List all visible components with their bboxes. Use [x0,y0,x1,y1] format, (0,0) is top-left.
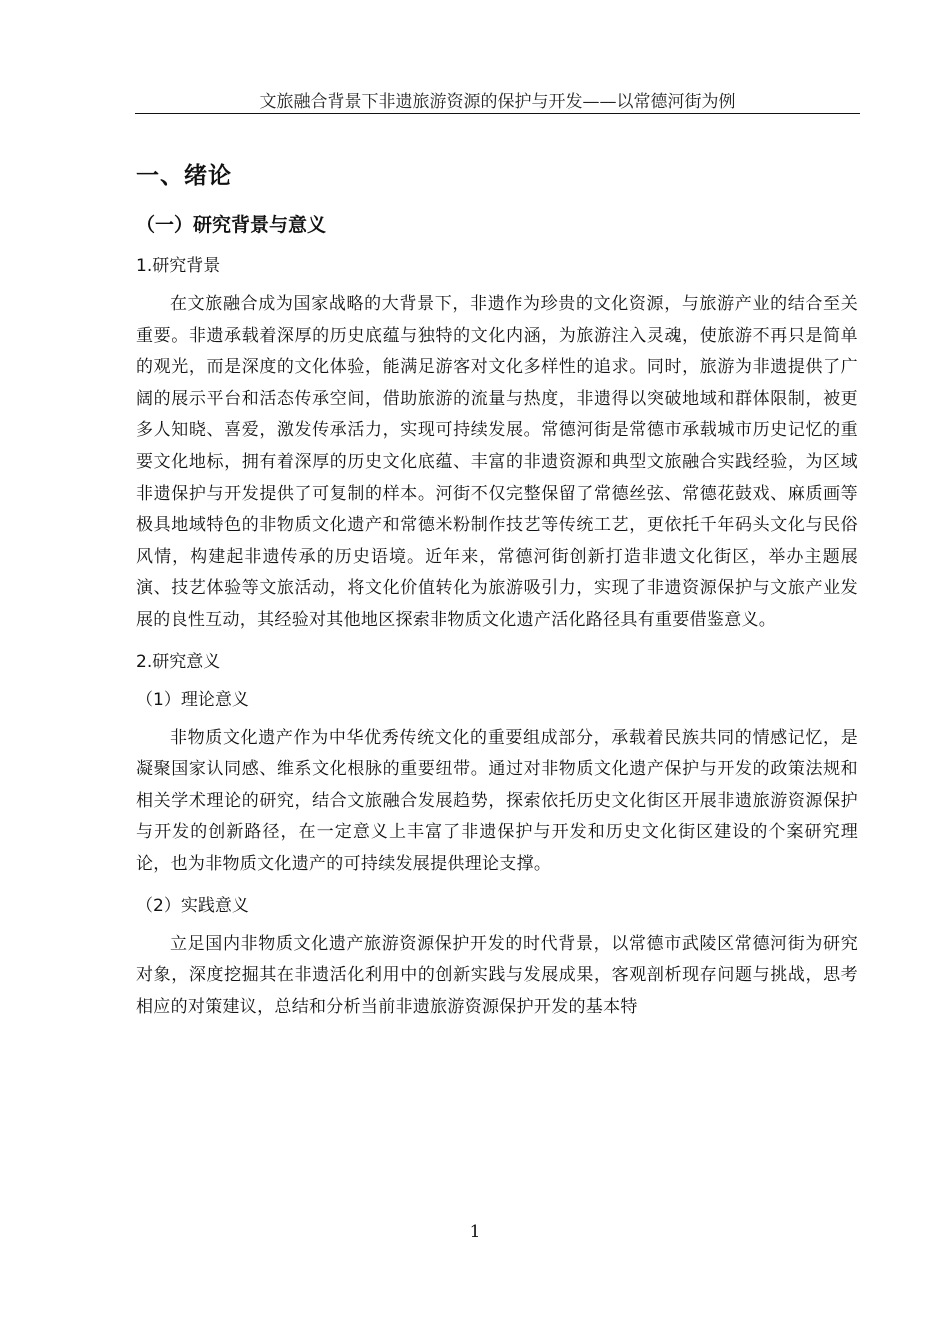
subsection-title-significance: 2.研究意义 [136,651,221,672]
paragraph-background: 在文旅融合成为国家战略的大背景下，非遗作为珍贵的文化资源，与旅游产业的结合至关重要。非遗承载着深厚的历史底蕴与独特的文化内涵，为旅游注入灵魂，使旅游不再只是简单的观光，而是深度的文化体验，能满足游客对文化多样性的追求。同时，旅游为非遗提供了广阔的展示平台和活态传承空间，借助旅游的流量与热度，非遗得以突破地域和群体限制，被更多人知晓、喜爱，激发传承活力，实现可持续发展。常德河街是常德市承载城市历史记忆的重要文化地标，拥有着深厚的历史文化底蕴、丰富的非遗资源和典型文旅融合实践经验，为区域非遗保护与开发提供了可复制的样本。河街不仅完整保留了常德丝弦、常德花鼓戏、麻质画等极具地域特色的非物质文化遗产和常德米粉制作技艺等传统工艺，更依托千年码头文化与民俗风情，构建起非遗传承的历史语境。近年来，常德河街创新打造非遗文化街区，举办主题展演、技艺体验等文旅活动，将文化价值转化为旅游吸引力，实现了非遗资源保护与文旅产业发展的良性互动，其经验对其他地区探索非物质文化遗产活化路径具有重要借鉴意义。 [136,294,858,630]
subsection-title-background: 1.研究背景 [136,256,221,276]
body-content [136,150,858,1029]
paragraph-theory: 非物质文化遗产作为中华优秀传统文化的重要组成部分，承载着民族共同的情感记忆，是凝聚国家认同感、维系文化根脉的重要纽带。通过对非物质文化遗产保护与开发的政策法规和相关学术理论的研究，结合文旅融合发展趋势，探索依托历史文化街区开展非遗旅游资源保护与开发的创新路径，在一定意义上丰富了非遗保护与开发和历史文化街区建设的个案研究理论，也为非物质文化遗产的可持续发展提供理论支撑。 [136,727,858,874]
subsection-title-practice: （2）实践意义 [136,895,249,916]
chapter-title: 一、绪论 [136,163,232,189]
section-title: （一）研究背景与意义 [136,214,327,236]
page-number: 1 [469,1222,481,1242]
subsection-title-theory: （1）理论意义 [136,689,249,710]
running-header: 文旅融合背景下非遗旅游资源的保护与开发——以常德河街为例 [259,92,736,112]
header-rule [135,113,860,114]
paragraph-practice: 立足国内非物质文化遗产旅游资源保护开发的时代背景，以常德市武陵区常德河街为研究对象，深度挖掘其在非遗活化利用中的创新实践与发展成果，客观剖析现存问题与挑战，思考相应的对策建议，总结和分析当前非遗旅游资源保护开发的基本特 [136,933,858,1017]
